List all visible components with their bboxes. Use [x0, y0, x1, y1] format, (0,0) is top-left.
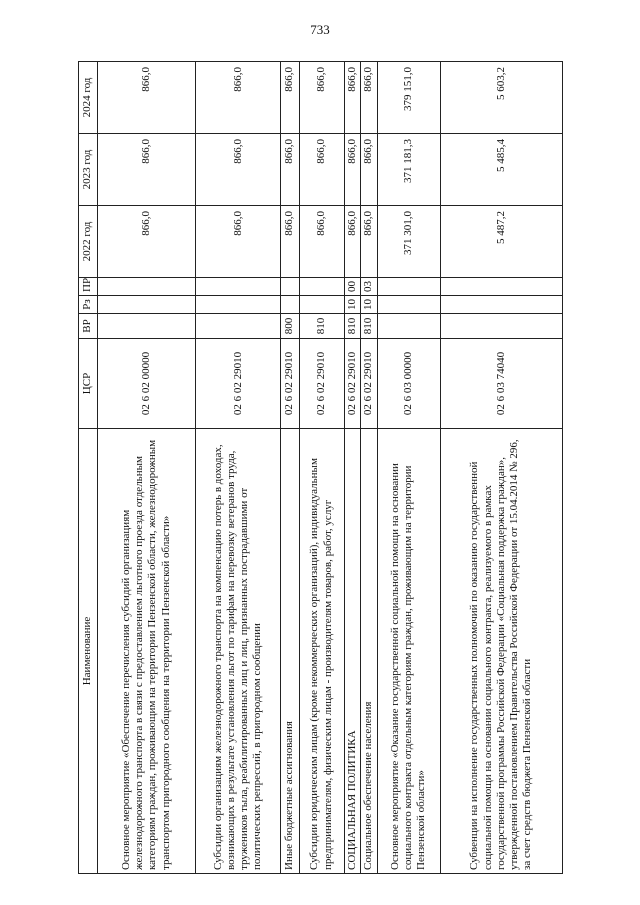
cell-name: Субвенции на исполнение государственных полномочий по оказанию государственной социальной помощи на основании социального контракта, реализуемого в рамках государственной программы Российской Федерации «Социальная поддержка граждан», утвержденной постановлением Правительства Российской Федерации от 15.04.2014 № 296, за счет средств бюджета Пензенской области — [440, 429, 562, 874]
cell-vr — [98, 314, 196, 339]
cell-csr: 02 6 03 00000 — [377, 339, 440, 429]
header-2023: 2023 год — [79, 134, 98, 206]
cell-2022: 5 487,2 — [440, 206, 562, 278]
table-row — [344, 62, 360, 874]
cell-name: Социальное обеспечение населения — [361, 429, 377, 874]
cell-2023: 866,0 — [281, 134, 299, 206]
cell-rz — [281, 296, 299, 314]
cell-2023: 371 181,3 — [377, 134, 440, 206]
header-2024: 2024 год — [79, 62, 98, 134]
cell-vr: 800 — [281, 314, 299, 339]
cell-2023: 5 485,4 — [440, 134, 562, 206]
header-vr: ВР — [79, 314, 98, 339]
cell-2022: 866,0 — [98, 206, 196, 278]
cell-csr: 02 6 03 74040 — [440, 339, 562, 429]
table-row — [440, 62, 562, 874]
cell-csr: 02 6 02 29010 — [361, 339, 377, 429]
cell-name: СОЦИАЛЬНАЯ ПОЛИТИКА — [344, 429, 360, 874]
cell-2024: 866,0 — [299, 62, 344, 134]
header-rz: Рз — [79, 296, 98, 314]
cell-pr — [195, 278, 281, 296]
cell-name: Основное мероприятие «Оказание государственной социальной помощи на основании социального контракта отдельным категориям граждан, проживающим на территории Пензенской области» — [377, 429, 440, 874]
cell-2022: 866,0 — [299, 206, 344, 278]
header-name: Наименование — [79, 429, 98, 874]
budget-table — [78, 61, 563, 874]
table-row — [98, 62, 196, 874]
header-2022: 2022 год — [79, 206, 98, 278]
cell-vr — [377, 314, 440, 339]
header-pr: ПР — [79, 278, 98, 296]
cell-rz — [195, 296, 281, 314]
cell-pr — [98, 278, 196, 296]
cell-2022: 371 301,0 — [377, 206, 440, 278]
cell-pr: 03 — [361, 278, 377, 296]
cell-vr — [195, 314, 281, 339]
cell-name: Субсидии юридическим лицам (кроме некоммерческих организаций), индивидуальным предпринимателям, физическим лицам - производителям товаров, работ, услуг — [299, 429, 344, 874]
cell-vr — [440, 314, 562, 339]
table-row — [195, 62, 281, 874]
cell-csr: 02 6 02 29010 — [281, 339, 299, 429]
cell-2024: 866,0 — [344, 62, 360, 134]
cell-2023: 866,0 — [344, 134, 360, 206]
cell-rz — [98, 296, 196, 314]
cell-csr: 02 6 02 29010 — [344, 339, 360, 429]
cell-2023: 866,0 — [195, 134, 281, 206]
cell-vr: 810 — [361, 314, 377, 339]
cell-2024: 5 603,2 — [440, 62, 562, 134]
cell-pr — [440, 278, 562, 296]
cell-csr: 02 6 02 29010 — [299, 339, 344, 429]
table-container — [78, 62, 563, 874]
cell-rz — [440, 296, 562, 314]
cell-2022: 866,0 — [281, 206, 299, 278]
cell-pr — [377, 278, 440, 296]
cell-vr: 810 — [299, 314, 344, 339]
cell-2024: 866,0 — [98, 62, 196, 134]
cell-csr: 02 6 02 29010 — [195, 339, 281, 429]
cell-pr — [299, 278, 344, 296]
table-row — [281, 62, 299, 874]
cell-pr: 00 — [344, 278, 360, 296]
cell-2022: 866,0 — [344, 206, 360, 278]
cell-name: Основное мероприятие «Обеспечение перечисления субсидий организациям железнодорожного транспорта в связи с предоставлением льготного проезда отдельным категориям граждан, проживающим на территории Пензенской области, железнодорожным транспортом пригородного сообщения на территории Пензенской области» — [98, 429, 196, 874]
table-row — [361, 62, 377, 874]
cell-2023: 866,0 — [361, 134, 377, 206]
cell-2022: 866,0 — [195, 206, 281, 278]
table-row — [377, 62, 440, 874]
cell-2024: 866,0 — [281, 62, 299, 134]
table-row — [299, 62, 344, 874]
cell-csr: 02 6 02 00000 — [98, 339, 196, 429]
table-header-row — [79, 62, 98, 874]
cell-rz — [377, 296, 440, 314]
header-csr: ЦСР — [79, 339, 98, 429]
cell-2024: 866,0 — [195, 62, 281, 134]
cell-name: Иные бюджетные ассигнования — [281, 429, 299, 874]
cell-rz: 10 — [344, 296, 360, 314]
cell-2024: 379 151,0 — [377, 62, 440, 134]
rotated-table-frame — [78, 62, 563, 874]
cell-rz: 10 — [361, 296, 377, 314]
page-number: 733 — [310, 22, 330, 37]
cell-vr: 810 — [344, 314, 360, 339]
cell-name: Субсидии организациям железнодорожного транспорта на компенсацию потерь в доходах, возникающих в результате установления льгот по тарифам на перевозку ветеранов труда, тружеников тыла, реабилитированных лиц и лиц, признанных пострадавшими от политических репрессий, в пригородном сообщении — [195, 429, 281, 874]
cell-rz — [299, 296, 344, 314]
cell-pr — [281, 278, 299, 296]
cell-2024: 866,0 — [361, 62, 377, 134]
cell-2023: 866,0 — [299, 134, 344, 206]
cell-2022: 866,0 — [361, 206, 377, 278]
cell-2023: 866,0 — [98, 134, 196, 206]
